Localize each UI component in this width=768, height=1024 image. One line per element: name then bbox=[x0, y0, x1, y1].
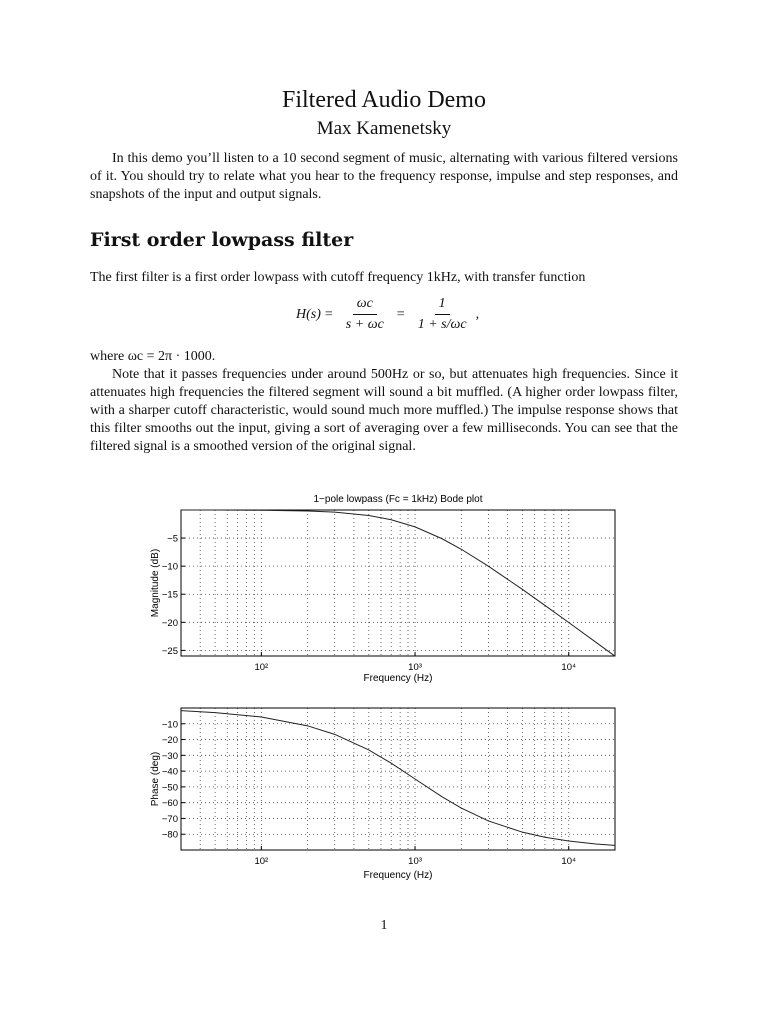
y-tick-label: −15 bbox=[161, 589, 178, 601]
fraction-2-numerator: 1 bbox=[435, 296, 450, 315]
equals-sign: = bbox=[324, 306, 333, 322]
paragraph-transfer-function: The first filter is a first order lowpass with cutoff frequency 1kHz, with transfer function bbox=[90, 270, 586, 285]
paragraph-omega-definition: where ωc = 2π · 1000. bbox=[90, 349, 216, 364]
y-axis-label: Phase (deg) bbox=[150, 751, 161, 807]
chart-title: 1−pole lowpass (Fc = 1kHz) Bode plot bbox=[313, 494, 483, 505]
x-tick-label: 10⁴ bbox=[561, 856, 577, 867]
fraction-1-denominator: s + ωc bbox=[345, 317, 384, 332]
x-tick-label: 10² bbox=[254, 856, 269, 867]
fraction-1-numerator: ωc bbox=[353, 296, 377, 315]
document-title: Filtered Audio Demo bbox=[282, 87, 486, 113]
y-tick-label: −30 bbox=[161, 750, 178, 762]
x-tick-label: 10² bbox=[254, 662, 269, 673]
transfer-function-equation bbox=[296, 296, 479, 333]
paragraph-discussion: Note that it passes frequencies under around 500Hz or so, but attenuates high frequencies. Since it attenuates high frequencies the filtered segment will sound a bit muffled. (A higher order lowpass filter, with a sharper cutoff characteristic, would sound much more muffled.) The impulse response shows that this filter smooths out the input, giving a sort of averaging over a few milliseconds. You can see that the filtered signal is a smoothed version of the original signal. bbox=[90, 367, 678, 454]
x-tick-label: 10⁴ bbox=[561, 662, 577, 673]
y-tick-label: −10 bbox=[161, 719, 178, 731]
x-tick-label: 10³ bbox=[408, 662, 422, 673]
section-heading: First order lowpass filter bbox=[90, 229, 354, 251]
x-axis-label: Frequency (Hz) bbox=[363, 673, 433, 684]
fraction-2 bbox=[414, 296, 471, 333]
y-tick-label: −60 bbox=[161, 798, 178, 810]
y-tick-label: −25 bbox=[161, 645, 178, 657]
document-author: Max Kamenetsky bbox=[316, 118, 452, 139]
bode-chart-magnitude bbox=[150, 494, 615, 684]
x-tick-label: 10³ bbox=[408, 856, 422, 867]
y-tick-label: −50 bbox=[161, 782, 178, 794]
y-tick-label: −70 bbox=[161, 813, 178, 825]
fraction-2-denominator: 1 + s/ωc bbox=[417, 317, 467, 332]
y-tick-label: −20 bbox=[161, 735, 178, 747]
bode-chart-phase bbox=[150, 708, 615, 881]
y-tick-label: −40 bbox=[161, 766, 178, 778]
y-tick-label: −20 bbox=[161, 617, 178, 629]
page-number: 1 bbox=[380, 918, 388, 933]
equation-comma: , bbox=[475, 306, 480, 322]
series-line bbox=[181, 711, 615, 846]
equals-sign: = bbox=[396, 306, 405, 322]
y-axis-label: Magnitude (dB) bbox=[150, 548, 161, 618]
y-tick-label: −10 bbox=[161, 561, 178, 573]
x-axis-label: Frequency (Hz) bbox=[363, 870, 433, 881]
equation-lhs: H(s) bbox=[296, 306, 321, 322]
bode-plot-figure bbox=[140, 488, 630, 888]
intro-paragraph: In this demo you’ll listen to a 10 second segment of music, alternating with various filtered versions of it. You should try to relate what you hear to the frequency response, impulse and step responses, and snapshots of the input and output signals. bbox=[90, 151, 678, 202]
y-tick-label: −80 bbox=[161, 829, 178, 841]
fraction-1 bbox=[342, 296, 388, 333]
y-tick-label: −5 bbox=[167, 533, 178, 545]
